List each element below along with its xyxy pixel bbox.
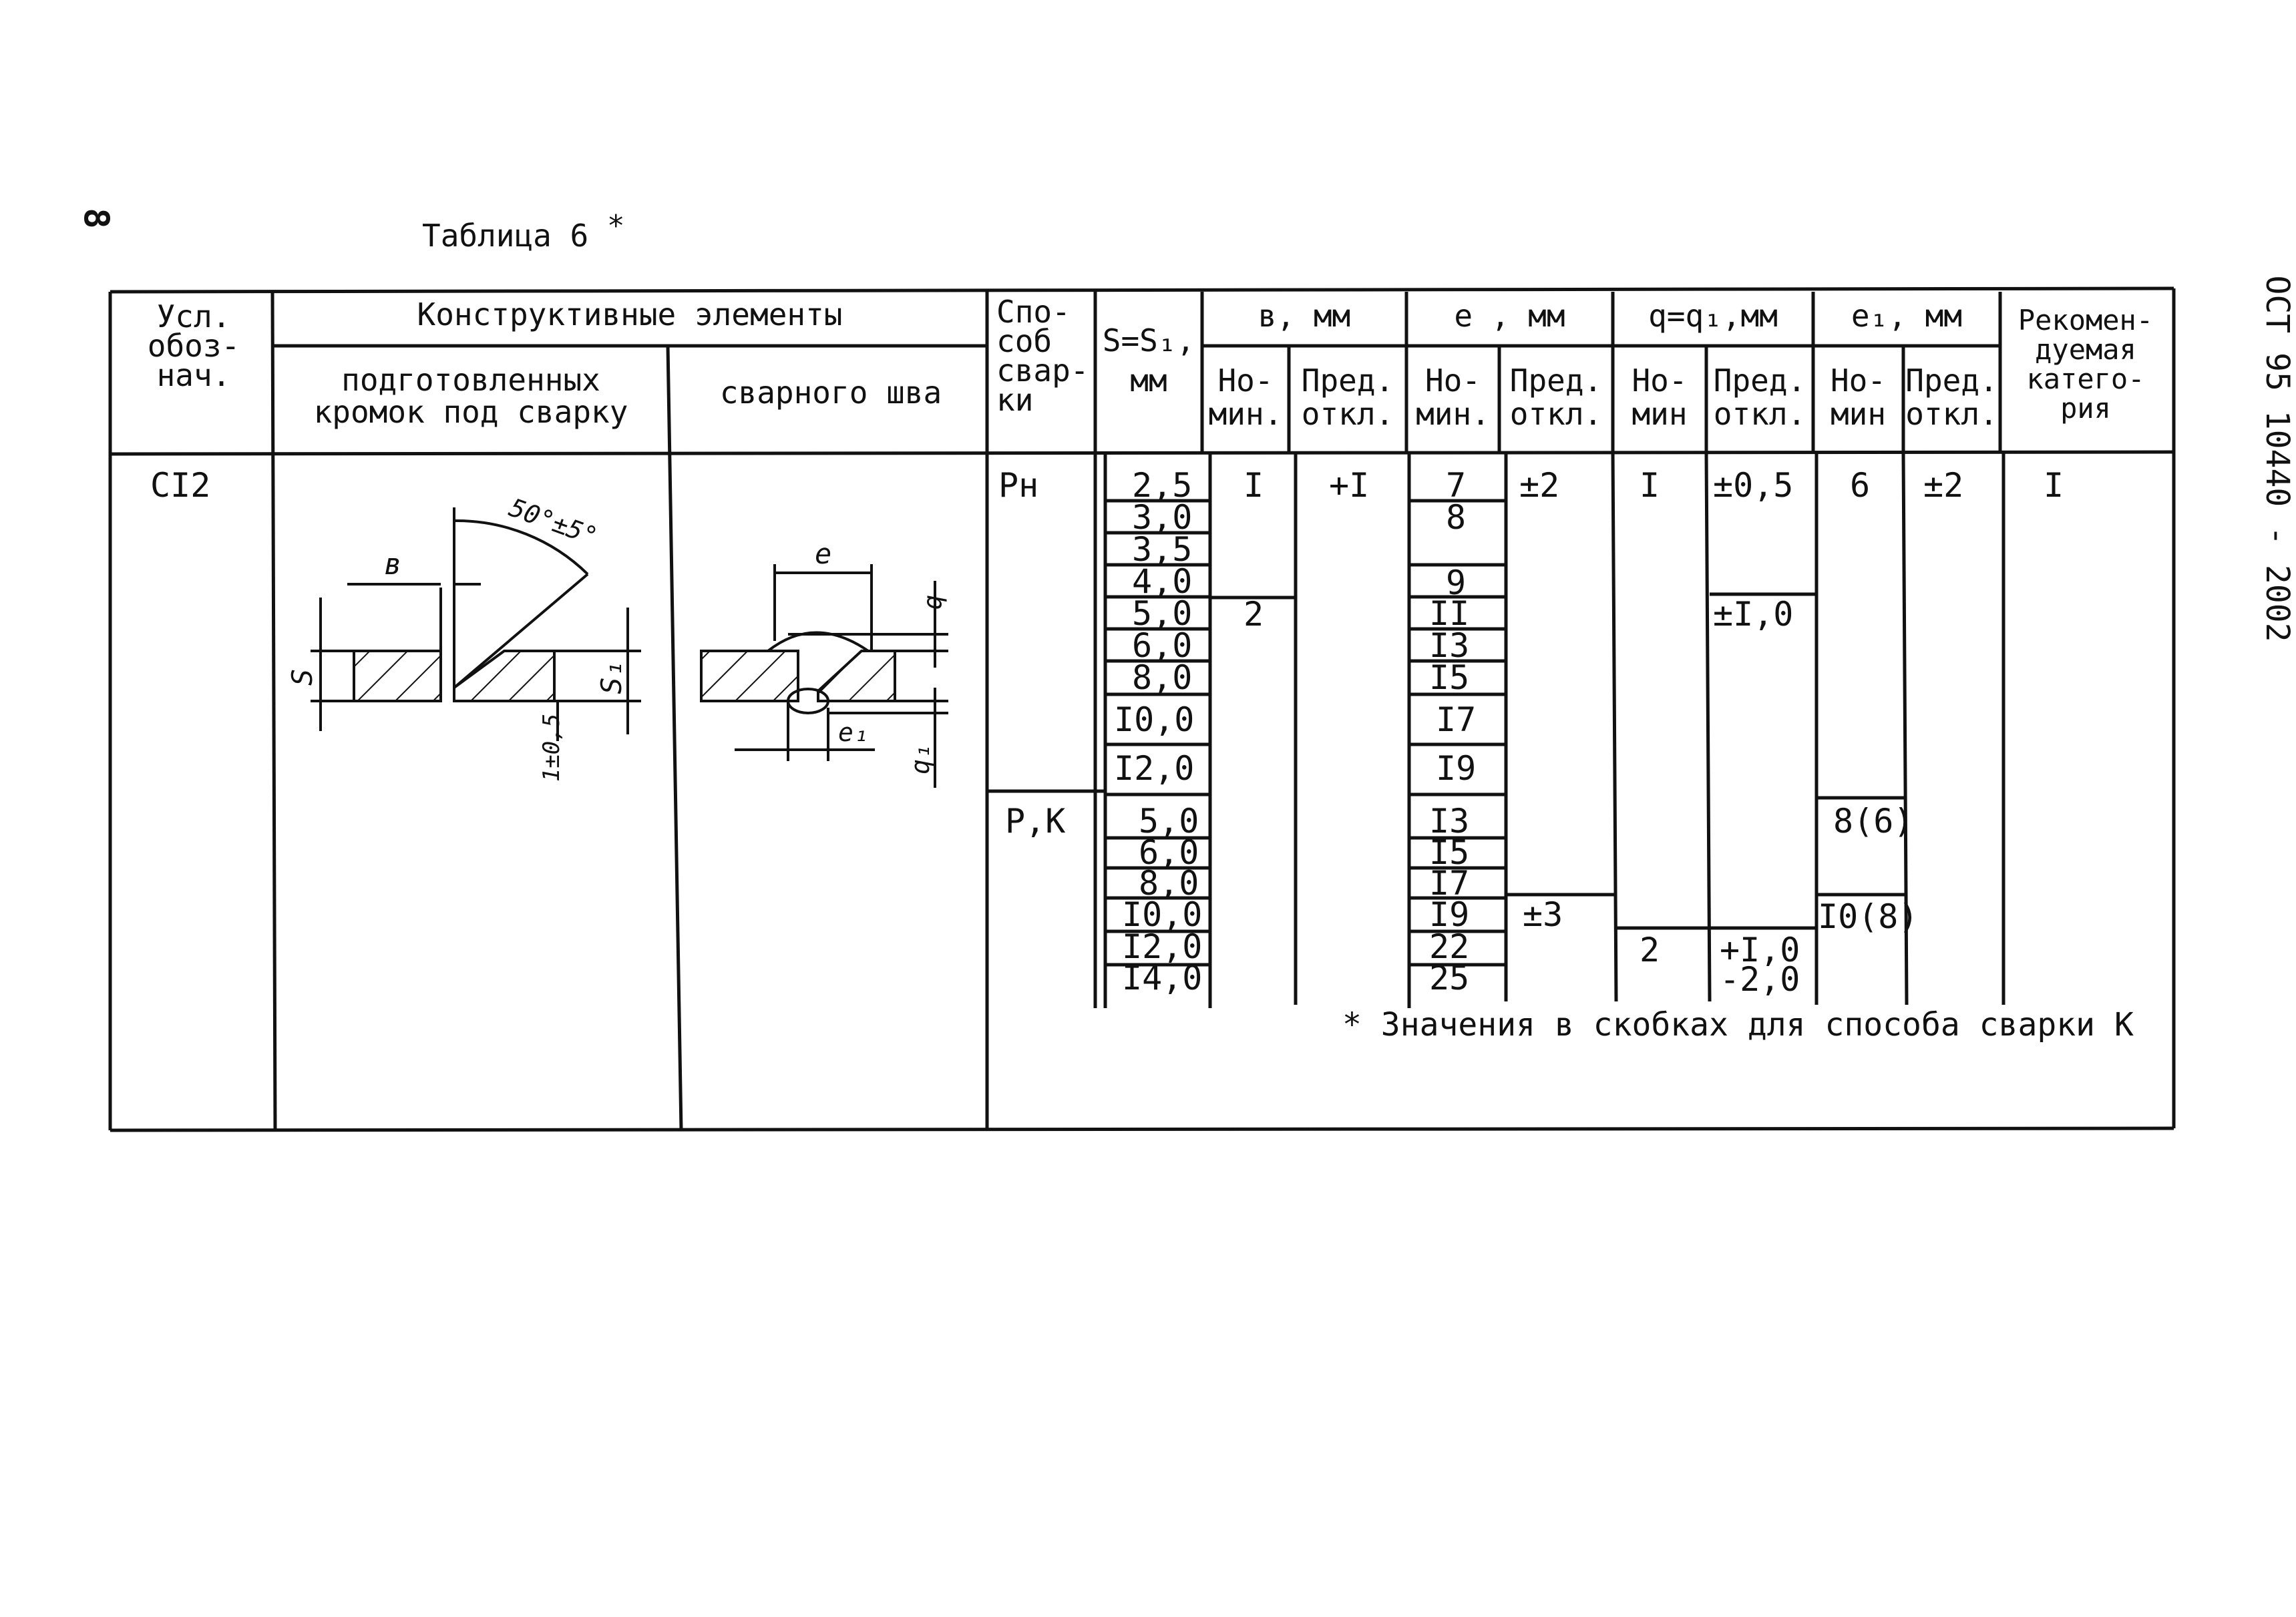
- header-q-nominal: Но- мин: [1632, 363, 1688, 432]
- s1-label: S₁: [594, 660, 628, 694]
- header-prepared-edges: подготовленных кромок под сварку: [313, 362, 628, 430]
- header-e1: е₁, мм: [1851, 298, 1963, 334]
- e-nominal: I3: [1429, 626, 1470, 665]
- e-nominal: I3: [1429, 802, 1470, 841]
- e-nominal: I9: [1436, 749, 1477, 788]
- table-title-mark: *: [606, 209, 625, 243]
- q-nominal: 2: [1640, 931, 1660, 969]
- header-e1-nominal: Но- мин: [1830, 363, 1887, 432]
- header-e-deviation: Пред. откл.: [1509, 363, 1603, 432]
- tolerance-label: 1±0,5: [538, 713, 566, 782]
- header-e: е , мм: [1454, 298, 1565, 334]
- q-deviation: ±0,5: [1713, 466, 1794, 505]
- e-nominal: I5: [1429, 833, 1470, 872]
- q-deviation: +I,0: [1720, 931, 1800, 969]
- e-nominal: I7: [1436, 700, 1477, 739]
- header-category: Рекомен- дуемая катего- рия: [2018, 304, 2154, 425]
- header-e1-deviation: Пред. откл.: [1905, 363, 1998, 432]
- s-value: 6,0: [1139, 833, 1199, 872]
- method-rn: Рн: [998, 466, 1039, 505]
- s-value: 5,0: [1132, 594, 1193, 633]
- e-deviation: ±3: [1523, 895, 1563, 934]
- q1-label: q₁: [905, 744, 935, 774]
- s-value: 3,0: [1132, 498, 1193, 537]
- header-thickness: S=S₁, мм: [1102, 322, 1195, 399]
- q-nominal: I: [1640, 466, 1660, 505]
- s-value: 5,0: [1139, 802, 1199, 841]
- header-q-deviation: Пред. откл.: [1713, 363, 1806, 432]
- q-label: q: [918, 594, 948, 610]
- s-value: I0,0: [1114, 700, 1195, 739]
- q-deviation: ±I,0: [1713, 595, 1794, 634]
- header-q: q=q₁,мм: [1648, 298, 1778, 334]
- e-nominal: 7: [1446, 466, 1467, 505]
- header-b-deviation: Пред. откл.: [1301, 363, 1394, 432]
- e1-label: е₁: [838, 718, 869, 747]
- s-value: 8,0: [1132, 658, 1193, 697]
- category-value: I: [2044, 466, 2064, 505]
- e1-nominal: 6: [1850, 466, 1871, 505]
- q-deviation: -2,0: [1720, 960, 1800, 999]
- header-designation: Усл. обоз- нач.: [147, 298, 240, 393]
- e-nominal: II: [1429, 594, 1470, 633]
- gap-label: в: [384, 547, 402, 582]
- e-nominal: 22: [1429, 927, 1470, 966]
- table-title-text: Таблица 6: [422, 218, 589, 254]
- b-nominal: I: [1243, 466, 1264, 505]
- footnote: * Значения в скобках для способа сварки К: [1342, 1006, 2134, 1044]
- s-value: 8,0: [1139, 864, 1199, 903]
- s-value: I2,0: [1122, 927, 1203, 966]
- e-nominal: 8: [1446, 498, 1467, 537]
- s-value: I4,0: [1122, 959, 1203, 997]
- s-label: S: [286, 668, 319, 686]
- e-label: е: [815, 537, 832, 570]
- e1-deviation: ±2: [1923, 466, 1964, 505]
- e-nominal: I7: [1429, 864, 1470, 903]
- header-structural-elements: Конструктивные элементы: [417, 296, 843, 332]
- b-deviation: +I: [1329, 466, 1370, 505]
- header-method: Спо- соб свар- ки: [996, 294, 1089, 418]
- b-nominal: 2: [1243, 595, 1264, 634]
- method-rk: Р,К: [1005, 802, 1066, 841]
- angle-label: 50°±5°: [505, 492, 602, 552]
- s-value: 4,0: [1132, 562, 1193, 601]
- s-value: I2,0: [1114, 749, 1195, 788]
- e-nominal: 9: [1446, 563, 1467, 602]
- header-e-nominal: Но- мин.: [1416, 363, 1490, 432]
- row-designation: CI2: [150, 466, 211, 505]
- e-nominal: I5: [1429, 658, 1470, 697]
- document-code: ОСТ 95 10440 - 2002: [2259, 275, 2296, 642]
- e1-nominal: 8(6): [1833, 802, 1914, 841]
- e-deviation: ±2: [1519, 466, 1560, 505]
- s-value: 2,5: [1132, 466, 1193, 505]
- e-nominal: I9: [1429, 895, 1470, 934]
- e-nominal: 25: [1429, 959, 1470, 997]
- header-b-nominal: Но- мин.: [1208, 363, 1283, 432]
- s-value: 3,5: [1132, 530, 1193, 569]
- header-b: в, мм: [1258, 298, 1351, 334]
- page-number: 8: [75, 208, 116, 229]
- s-value: 6,0: [1132, 626, 1193, 665]
- e1-nominal: I0(8): [1818, 897, 1919, 936]
- s-value: I0,0: [1122, 895, 1203, 934]
- header-weld: сварного шва: [719, 375, 942, 411]
